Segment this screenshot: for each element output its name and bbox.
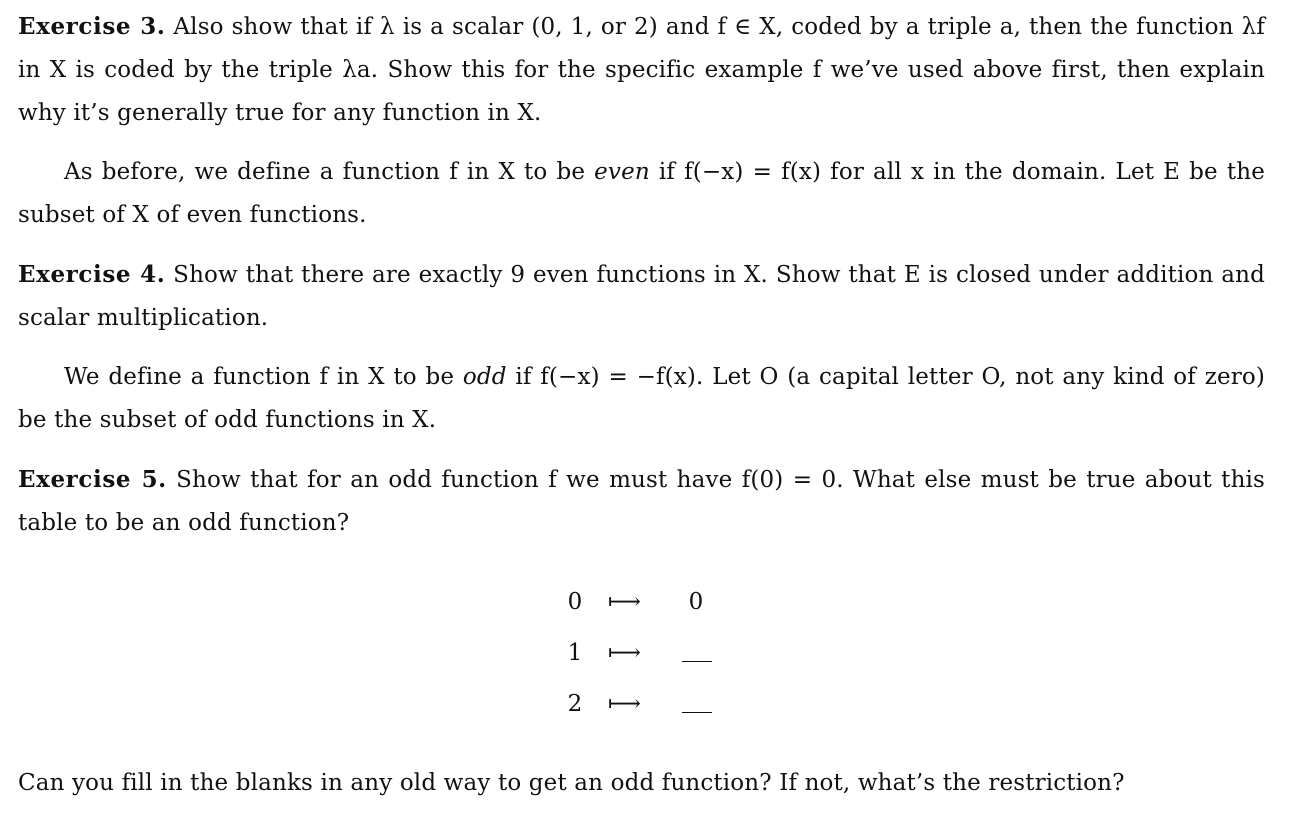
blank-output-line [682, 661, 712, 662]
odd-term: odd [462, 364, 507, 390]
closing-question: Can you fill in the blanks in any old way to get an odd function? If not, what’s the restriction? [18, 770, 1125, 796]
exercise-3-paragraph [18, 5, 1265, 135]
even-definition-paragraph [18, 151, 1265, 237]
maps-to-arrow-icon: ⟼ [608, 691, 641, 717]
odd-definition-text-b: if f(−x) = −f(x). Let O (a capital letter O, not any kind of zero) be the subset of odd functions in X. [18, 364, 1265, 433]
exercise-5-heading: Exercise 5. [18, 466, 167, 493]
exercise-4-text: Show that there are exactly 9 even functions in X. Show that E is closed under addition and scalar multiplication. [18, 262, 1266, 331]
mapping-output: 0 [688, 589, 704, 615]
blank-output-line [682, 712, 712, 713]
odd-definition-text-a: We define a function f in X to be [64, 364, 463, 390]
mapping-input: 2 [567, 691, 583, 717]
maps-to-arrow-icon: ⟼ [608, 589, 641, 615]
exercise-5-paragraph [18, 458, 1265, 545]
document-body [18, 0, 1265, 545]
exercise-4-paragraph [18, 253, 1265, 340]
exercise-3-text: Also show that if λ is a scalar (0, 1, or 2) and f ∈ X, coded by a triple a, then the function λf in X is coded by the triple λa. Show this for the specific example f we’ve used above first, then explain why it’s generally true for any function in X. [18, 14, 1265, 126]
even-definition-text-a: As before, we define a function f in X to be [64, 159, 595, 185]
mapping-input: 1 [567, 640, 583, 666]
mapping-input: 0 [567, 589, 583, 615]
mapping-row [560, 582, 740, 622]
exercise-4-heading: Exercise 4. [18, 261, 166, 288]
even-term: even [594, 159, 650, 185]
mapping-row [560, 633, 740, 673]
exercise-3-heading: Exercise 3. [18, 13, 166, 40]
mapping-row [560, 684, 740, 724]
odd-definition-paragraph [18, 356, 1265, 442]
even-definition-text-b: if f(−x) = f(x) for all x in the domain. Let E be the subset of X of even functions. [18, 159, 1265, 228]
maps-to-arrow-icon: ⟼ [608, 640, 641, 666]
exercise-5-text: Show that for an odd function f we must have f(0) = 0. What else must be true about this table to be an odd function? [18, 467, 1266, 536]
